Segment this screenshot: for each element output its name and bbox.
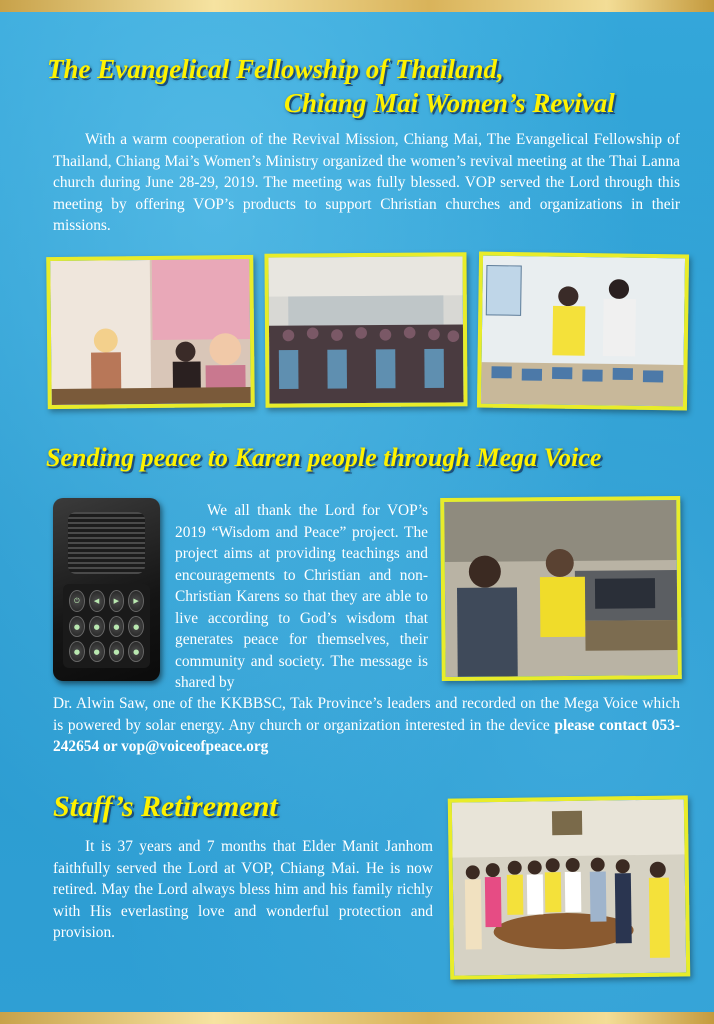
key-icon: ● (128, 641, 144, 662)
bottom-gold-border (0, 1012, 714, 1024)
speaker-grille (68, 512, 145, 574)
key-icon: ● (69, 641, 85, 662)
top-gold-border (0, 0, 714, 12)
fellowship-body: With a warm cooperation of the Revival Mission, Chiang Mai, The Evangelical Fellowship of Thailand, Chiang Mai’s Women’s Ministry organized the women’s revival meeting at the Thai Lanna church during June 28-29, 2019. The meeting was fully blessed. VOP served the Lord through this meeting by offering VOP’s products to support Christian churches and organizations in their missions. (53, 131, 680, 234)
photo-women-speakers (46, 255, 255, 409)
device-keypad (63, 584, 150, 668)
key-icon: ● (128, 616, 144, 637)
mega-voice-body-part1: We all thank the Lord for VOP’s 2019 “Wisdom and Peace” project. The project aims at providing teachings and encouragements to Christian and non-Christian Karens so that they are able to live according to God’s wisdom that generates peace for themselves, their community and society. The message is shared by (175, 502, 428, 691)
key-icon: ● (89, 616, 105, 637)
mega-voice-title: Sending peace to Karen people through Mega Voice (46, 443, 602, 472)
photo-vop-products-table (477, 252, 689, 411)
mega-voice-body-text: Dr. Alwin Saw, one of the KKBBSC, Tak Province’s leaders and recorded on the Mega Voice which is powered by solar energy. Any church or organization interested in the device (53, 695, 680, 734)
key-icon: ● (109, 641, 125, 662)
retirement-body: It is 37 years and 7 months that Elder Manit Janhom faithfully served the Lord at VOP, Chiang Mai. He is now retired. May the Lord always bless him and his family richly with His everlasting love and wonderful protection and provision. (53, 838, 433, 941)
fellowship-title-line2: Chiang Mai Women’s Revival (284, 88, 615, 118)
power-icon: ⏻ (69, 590, 85, 612)
play-icon: ▶ (109, 590, 125, 612)
photo-revival-audience (264, 252, 467, 407)
key-icon: ● (89, 641, 105, 662)
photo-retirement-group (448, 795, 691, 979)
contact-info: please contact 053-242654 or vop@voiceofpeace.org (53, 716, 680, 755)
mega-voice-device-image (53, 498, 160, 681)
fellowship-title-line1: The Evangelical Fellowship of Thailand, (47, 54, 504, 84)
rewind-icon: ◀ (89, 590, 105, 612)
key-icon: ● (69, 616, 85, 637)
forward-icon: ▶ (128, 590, 144, 612)
photo-recording-studio (440, 496, 682, 681)
retirement-title: Staff’s Retirement (53, 790, 278, 823)
key-icon: ● (109, 616, 125, 637)
mega-voice-body-part2 (53, 693, 680, 758)
